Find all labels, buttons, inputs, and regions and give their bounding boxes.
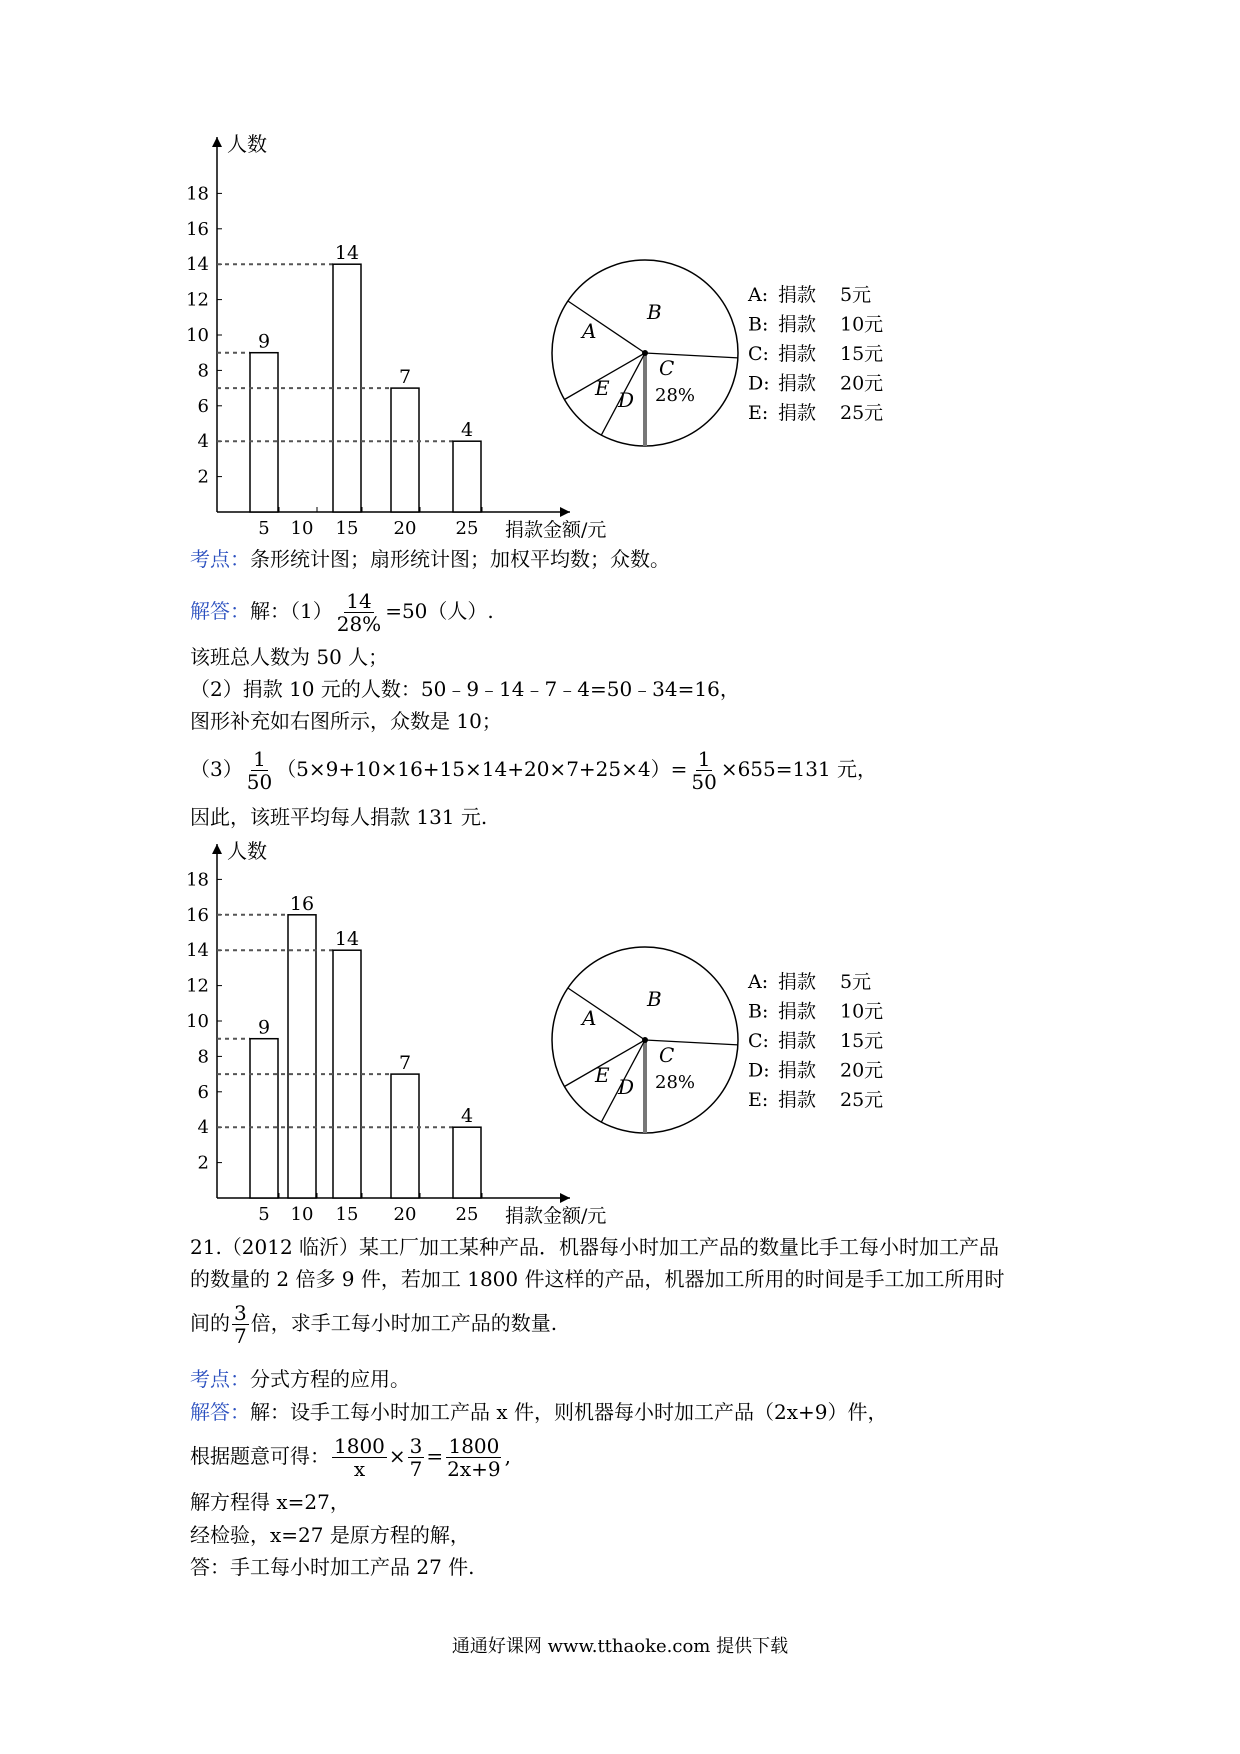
x-tick-label: 5 bbox=[258, 518, 270, 539]
kaodian-2-value: 分式方程的应用。 bbox=[250, 1367, 410, 1391]
solution-line-1: 解方程得 x=27， bbox=[190, 1490, 350, 1514]
problem-21-line-3 bbox=[190, 1302, 557, 1347]
fraction-numerator: 14 bbox=[346, 589, 372, 613]
pie-center bbox=[642, 1037, 648, 1043]
solution-line-2: 经检验，x=27 是原方程的解， bbox=[190, 1523, 470, 1547]
y-tick-label: 6 bbox=[197, 1081, 209, 1103]
fraction-1800-over-2x9 bbox=[445, 1435, 503, 1480]
legend-amount: 10元 bbox=[840, 1000, 884, 1023]
fraction-denominator: 50 bbox=[691, 770, 717, 794]
fraction-1-over-50 bbox=[245, 748, 274, 793]
y-axis-arrow bbox=[212, 844, 222, 854]
fraction-denominator: x bbox=[353, 1457, 366, 1481]
fraction-denominator: 2x+9 bbox=[447, 1457, 501, 1481]
p21-l3-prefix: 间的 bbox=[190, 1311, 230, 1335]
legend-key: C: bbox=[748, 1030, 769, 1052]
problem-21-line-2: 的数量的 2 倍多 9 件，若加工 1800 件这样的产品，机器加工所用的时间是手工加工所用时 bbox=[190, 1267, 1005, 1291]
legend-key: C: bbox=[748, 343, 769, 365]
legend-amount: 25元 bbox=[840, 402, 884, 424]
pie-sector-label: D bbox=[618, 1075, 635, 1099]
y-tick-label: 10 bbox=[186, 325, 209, 346]
x-tick-label: 15 bbox=[335, 518, 359, 539]
legend-amount: 15元 bbox=[840, 1030, 884, 1052]
q3-expression: （5×9+10×16+15×14+20×7+25×4）= bbox=[276, 757, 688, 781]
y-tick-label: 6 bbox=[197, 395, 209, 417]
kaodian-1-key: 考点： bbox=[190, 547, 250, 571]
fraction-3-over-7-b bbox=[408, 1435, 425, 1480]
legend-amount: 25元 bbox=[840, 1089, 884, 1111]
legend-key: D: bbox=[748, 372, 770, 395]
footer: 通通好课网 www.tthaoke.com 提供下载 bbox=[451, 1636, 789, 1657]
figure-1-svg bbox=[0, 125, 1240, 545]
legend-text: 捐款 bbox=[778, 1089, 817, 1111]
legend-amount: 20元 bbox=[840, 372, 884, 395]
legend-key: E: bbox=[748, 1089, 769, 1111]
y-tick-label: 16 bbox=[186, 904, 209, 926]
equation-line bbox=[190, 1435, 511, 1480]
legend-text: 捐款 bbox=[778, 1059, 817, 1082]
bar bbox=[453, 1127, 481, 1198]
y-tick-label: 10 bbox=[186, 1011, 209, 1032]
fraction-denominator: 50 bbox=[246, 770, 273, 794]
legend-text: 捐款 bbox=[778, 402, 817, 424]
x-tick-label: 15 bbox=[335, 1204, 359, 1225]
figure-2-svg bbox=[0, 832, 1240, 1232]
y-tick-label: 14 bbox=[186, 940, 209, 962]
line-q3 bbox=[190, 748, 877, 793]
y-tick-label: 4 bbox=[197, 431, 209, 453]
pie-sector-label: C bbox=[659, 356, 675, 380]
x-axis-label: 捐款金额/元 bbox=[505, 519, 607, 541]
jieda-2-key: 解答： bbox=[190, 1400, 250, 1424]
pie-sector-label: B bbox=[647, 300, 662, 324]
y-axis-arrow bbox=[212, 137, 222, 147]
equation-suffix: , bbox=[504, 1444, 512, 1468]
legend-amount: 5元 bbox=[840, 971, 872, 993]
jieda-2 bbox=[190, 1400, 887, 1424]
jieda-1-prefix: 解：（1） bbox=[250, 599, 333, 623]
equation-prefix: 根据题意可得： bbox=[190, 1444, 330, 1468]
pie-center bbox=[642, 350, 648, 356]
figure-1 bbox=[0, 125, 1240, 545]
legend-key: D: bbox=[748, 1059, 770, 1082]
pie-sector-label: E bbox=[595, 1063, 610, 1087]
x-tick-label: 10 bbox=[290, 1204, 314, 1225]
y-tick-label: 14 bbox=[186, 254, 209, 276]
bar bbox=[391, 1074, 419, 1198]
legend-key: A: bbox=[748, 284, 769, 306]
bar bbox=[250, 1039, 278, 1198]
bar-value-label: 9 bbox=[257, 330, 271, 353]
fraction-3-over-7 bbox=[232, 1302, 249, 1347]
bar bbox=[391, 388, 419, 512]
solution-line-3: 答：手工每小时加工产品 27 件. bbox=[190, 1555, 475, 1579]
y-tick-label: 18 bbox=[186, 183, 209, 205]
x-tick-label: 10 bbox=[290, 518, 314, 539]
y-tick-label: 4 bbox=[197, 1117, 209, 1139]
legend-key: E: bbox=[748, 402, 769, 424]
y-tick-label: 12 bbox=[186, 975, 209, 997]
x-axis-arrow bbox=[560, 507, 570, 517]
jieda-1 bbox=[190, 590, 494, 635]
legend-amount: 5元 bbox=[840, 284, 872, 306]
legend-text: 捐款 bbox=[778, 313, 817, 336]
pie-sector-label: A bbox=[582, 319, 597, 343]
x-tick-label: 5 bbox=[258, 1204, 270, 1225]
bar bbox=[288, 915, 316, 1198]
equals-sign: = bbox=[426, 1444, 444, 1468]
x-tick-label: 20 bbox=[393, 518, 417, 539]
legend-text: 捐款 bbox=[778, 1000, 817, 1023]
pie-c-percent: 28% bbox=[655, 1072, 696, 1093]
y-tick-label: 16 bbox=[186, 218, 209, 240]
line-q2: （2）捐款 10 元的人数：50﹣9﹣14﹣7﹣4=50﹣34=16， bbox=[190, 677, 740, 701]
line-total: 该班总人数为 50 人； bbox=[190, 645, 389, 669]
pie-sector-label: A bbox=[582, 1006, 597, 1030]
bar bbox=[250, 353, 278, 512]
q3-prefix: （3） bbox=[190, 757, 243, 781]
y-axis-label: 人数 bbox=[227, 839, 267, 863]
legend-text: 捐款 bbox=[778, 1030, 817, 1052]
bar-value-label: 9 bbox=[257, 1016, 271, 1039]
times-sign: × bbox=[388, 1444, 406, 1468]
bar-value-label: 4 bbox=[460, 1105, 474, 1128]
fraction-numerator: 3 bbox=[409, 1434, 423, 1458]
y-tick-label: 12 bbox=[186, 289, 209, 311]
legend-amount: 20元 bbox=[840, 1059, 884, 1082]
pie-c-percent: 28% bbox=[655, 385, 696, 406]
fraction-1-over-50-b bbox=[689, 748, 718, 793]
kaodian-1 bbox=[190, 547, 670, 571]
legend-key: B: bbox=[748, 1000, 769, 1023]
x-axis-label: 捐款金额/元 bbox=[505, 1205, 607, 1227]
y-axis-label: 人数 bbox=[227, 132, 267, 156]
legend-key: A: bbox=[748, 971, 769, 993]
fraction-denominator: 28% bbox=[336, 612, 382, 636]
fraction-1800-over-x bbox=[332, 1435, 387, 1480]
y-tick-label: 8 bbox=[197, 360, 209, 382]
fraction-numerator: 1 bbox=[697, 747, 711, 771]
p21-l3-suffix: 倍，求手工每小时加工产品的数量. bbox=[250, 1311, 558, 1335]
pie-sector-label: D bbox=[618, 388, 635, 412]
y-tick-label: 2 bbox=[197, 1152, 209, 1174]
q3-result: ×655=131 元， bbox=[720, 757, 878, 781]
x-tick-label: 25 bbox=[455, 518, 479, 539]
bar bbox=[453, 441, 481, 512]
pie-sector-label: C bbox=[659, 1043, 675, 1067]
fraction-numerator: 1 bbox=[253, 747, 266, 771]
bar-value-label: 7 bbox=[398, 1052, 412, 1075]
fraction-numerator: 1800 bbox=[448, 1434, 500, 1458]
bar-value-label: 16 bbox=[289, 892, 315, 915]
jieda-1-result: =50（人）. bbox=[385, 599, 494, 623]
y-tick-label: 2 bbox=[197, 466, 209, 488]
figure-2 bbox=[0, 832, 1240, 1232]
kaodian-2-key: 考点： bbox=[190, 1367, 250, 1391]
problem-21-line-1: 21.（2012 临沂）某工厂加工某种产品．机器每小时加工产品的数量比手工每小时加工产品 bbox=[190, 1235, 1000, 1259]
line-mode: 图形补充如右图所示，众数是 10； bbox=[190, 709, 502, 733]
fraction-denominator: 7 bbox=[234, 1324, 247, 1348]
x-axis-arrow bbox=[560, 1193, 570, 1203]
legend-key: B: bbox=[748, 313, 769, 336]
bar-value-label: 14 bbox=[334, 242, 360, 265]
pie-sector-label: E bbox=[595, 376, 610, 400]
y-tick-label: 18 bbox=[186, 869, 209, 891]
jieda-2-value: 解：设手工每小时加工产品 x 件，则机器每小时加工产品（2x+9）件， bbox=[250, 1400, 888, 1424]
fraction-numerator: 3 bbox=[234, 1301, 247, 1325]
bar-value-label: 4 bbox=[460, 419, 474, 442]
legend-amount: 10元 bbox=[840, 313, 884, 336]
legend-text: 捐款 bbox=[778, 971, 817, 993]
legend-text: 捐款 bbox=[778, 372, 817, 395]
x-tick-label: 20 bbox=[393, 1204, 417, 1225]
jieda-1-key: 解答： bbox=[190, 599, 250, 623]
pie-sector-label: B bbox=[647, 987, 662, 1011]
fraction-14-over-28 bbox=[335, 590, 383, 635]
fraction-numerator: 1800 bbox=[334, 1434, 385, 1458]
y-tick-label: 8 bbox=[197, 1046, 209, 1068]
bar-value-label: 7 bbox=[398, 366, 412, 389]
kaodian-2 bbox=[190, 1367, 410, 1391]
kaodian-1-value: 条形统计图；扇形统计图；加权平均数；众数。 bbox=[250, 547, 670, 571]
legend-amount: 15元 bbox=[840, 343, 884, 365]
bar-value-label: 14 bbox=[334, 928, 360, 951]
line-average: 因此，该班平均每人捐款 131 元. bbox=[190, 805, 488, 829]
legend-text: 捐款 bbox=[778, 284, 817, 306]
fraction-denominator: 7 bbox=[409, 1457, 423, 1481]
x-tick-label: 25 bbox=[455, 1204, 479, 1225]
legend-text: 捐款 bbox=[778, 343, 817, 365]
